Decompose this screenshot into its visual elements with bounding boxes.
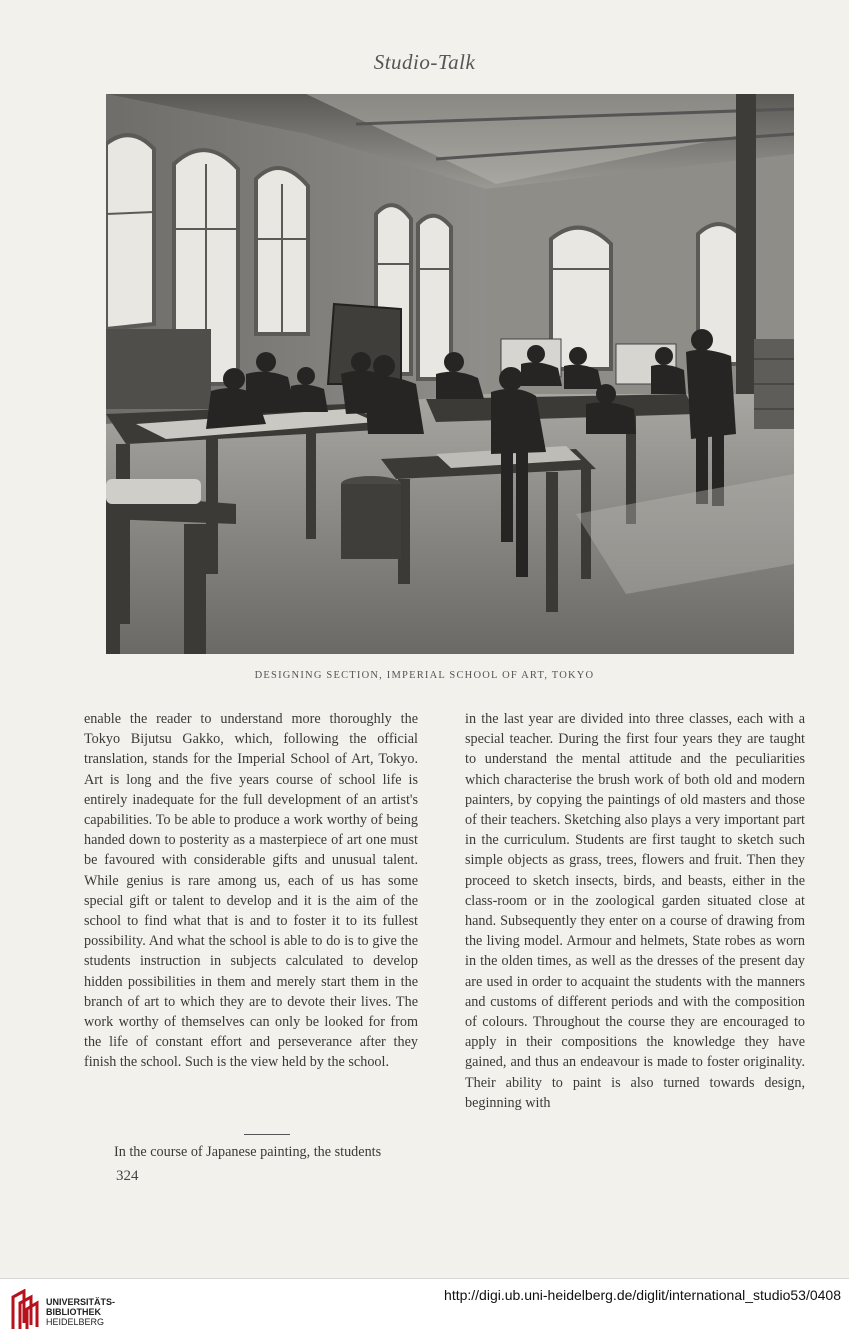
right-column <box>465 709 805 1113</box>
figure-caption: DESIGNING SECTION, IMPERIAL SCHOOL OF ART, TOKYO <box>254 670 595 681</box>
right-column-text: in the last year are divided into three classes, each with a special teacher. During the first four years they are taught to understand the mental attitude and the peculiarities which characterise the brush work of both old and modern painters, by copying the paintings of old masters and those of their teachers. Sketching also plays a very important part in the curriculum. Students are first taught to sketch such simple objects as grass, trees, flowers and fruit. Then they proceed to sketch insects, birds, and beasts, either in the class-room or in the zoological garden situated close at hand. Subsequently they enter on a course of drawing from the living model. Armour and helmets, State robes as worn in the olden times, as well as the dresses of the present day are used in order to acquaint the students with the manners and customs of different periods and with the composition of colours. Throughout the course they are encouraged to apply in their compositions the knowledge they have gained, and thus an endeavour is made to foster originality. Their ability to paint is also turned towards design, beginning with <box>465 711 805 1111</box>
library-name <box>46 1297 115 1327</box>
left-column-text: enable the reader to understand more thoroughly the Tokyo Bijutsu Gakko, which, following the official translation, stands for the Imperial School of Art, Tokyo. Art is long and the five years course of school life is entirely inadequate for the full development of an artist's capabilities. To be able to produce a work worthy of being handed down to posterity as a masterpiece of art one must be favoured with considerable gifts and unusual talent. While genius is rare among us, each of us has some special gift or talent to develop and it is the aim of the school to find what that is and to foster it to its fullest possibility. And what the school is able to do is to give the students instruction in subjects calculated to develop hidden possibilities in them and merely start them in the branch of art to which they are to devote their lives. The work worthy of themselves can only be looked for from the life of constant effort and perseverance after they finish the school. Such is the view held by the school. <box>84 711 418 1071</box>
classroom-photograph <box>106 94 794 654</box>
section-rule <box>244 1134 290 1135</box>
library-name-line-1: UNIVERSITÄTS- <box>46 1297 116 1307</box>
page-number: 324 <box>116 1168 139 1184</box>
library-name-line-3: HEIDELBERG <box>46 1317 105 1327</box>
left-column-continued-text: In the course of Japanese painting, the students <box>114 1144 382 1160</box>
left-column <box>84 709 418 1073</box>
library-name-line-2: BIBLIOTHEK <box>46 1307 101 1317</box>
running-head: Studio-Talk <box>373 50 476 74</box>
permalink-url[interactable]: http://digi.ub.uni-heidelberg.de/diglit/international_studio53/0408 <box>444 1287 841 1303</box>
digitization-footer <box>0 1278 849 1341</box>
library-logo-icon <box>10 1289 40 1331</box>
